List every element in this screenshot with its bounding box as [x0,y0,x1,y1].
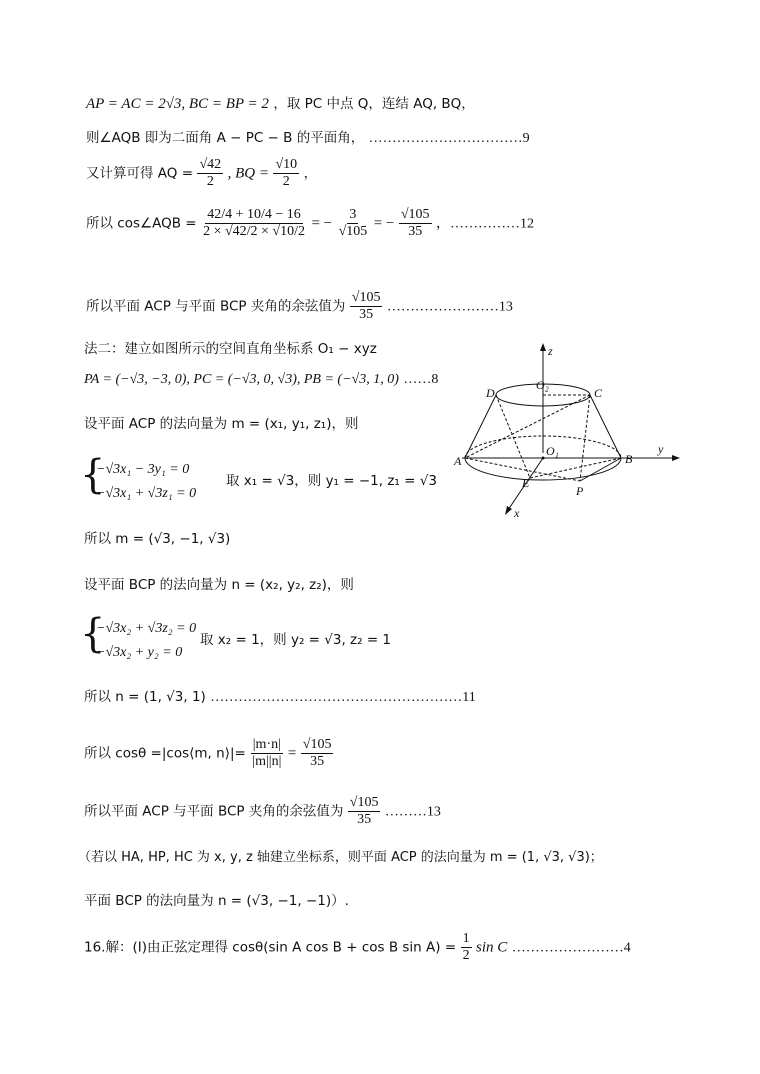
x-label: x [514,506,520,520]
line-18-num: 1 [462,931,470,946]
line-4-frac2 [337,208,370,239]
line-15-den: 35 [357,812,372,827]
bq-fraction [273,158,299,189]
line-5-frac [350,291,383,322]
line-11-text: 设平面 BCP 的法向量为 n = (x₂, y₂, z₂)，则 [84,577,354,593]
point-o1-label: O₁ [546,444,559,458]
line-17-text: 平面 BCP 的法向量为 n = (√3, −1, −1)）. [84,893,349,909]
bottom-ellipse-front [465,458,621,480]
line-4-dots: ，……………12 [435,216,534,232]
z-label: z [548,344,553,358]
line-18-sinc: sin C [476,939,508,956]
line-15-text: 所以平面 ACP 与平面 BCP 夹角的余弦值为 [84,803,344,820]
line-14-den2: 35 [310,754,325,769]
line-7-vectors: PA = (−√3, −3, 0), PC = (−√3, 0, √3), PB = (−√3, 1, 0) [84,372,399,387]
line-4-frac2-den: √105 [338,224,368,239]
line-5-num: √105 [351,290,381,305]
y-label: y [658,442,664,456]
line-4 [86,208,534,239]
frustum-figure [450,335,690,525]
line-17 [84,894,349,909]
line-2-dots: ……………………………9 [368,131,530,146]
line-14-eq: = [287,745,297,762]
line-14-num2: √105 [302,737,332,752]
cos-aqb-den: 2 × √42/2 × √10/2 [203,224,305,239]
point-c-label: C [594,386,603,400]
line-1-math: AP = AC = 2√3, BC = BP = 2 [86,96,269,112]
aq-num: √42 [199,157,222,172]
line-15-frac [348,796,381,827]
system-2-eq1-text: −√3x₂ + √3z₂ = 0 [96,621,197,636]
bq-num: √10 [275,157,298,172]
system-2-eq2-text: −√3x₂ + y₂ = 0 [96,645,183,660]
line-11 [84,578,354,593]
system-2-tail-text: 取 x₂ = 1，则 y₂ = √3, z₂ = 1 [200,632,392,648]
line-6 [84,342,377,357]
point-p-label: P [576,484,584,498]
line-13-text: 所以 n = (1, √3, 1) [84,689,206,705]
point-a-label: A [454,454,462,468]
line-2-text: 则∠AQB 即为二面角 A − PC − B 的平面角， [86,130,365,146]
line-18 [84,932,631,963]
system-1-eq2 [96,486,196,501]
system-1-eq1 [96,462,189,477]
z-arrow [540,343,546,351]
y-arrow [672,455,680,461]
line-16 [78,850,603,864]
line-4-prefix: 所以 cos∠AQB = [86,215,197,232]
line-3-mid: , BQ = [227,165,269,182]
slant-left [465,395,496,458]
line-14-frac2 [301,738,334,769]
line-3 [86,158,317,189]
line-15 [84,796,441,827]
line-15-num: √105 [349,795,379,810]
line-18-text: 16.解：(I)由正弦定理得 cosθ(sin A cos B + cos B sin A) = [84,939,457,956]
system-2-brace: { [80,611,106,657]
line-7-dots: ……8 [403,372,439,387]
point-e-label: E [522,476,530,490]
line-10 [84,532,230,547]
line-14-frac1 [250,738,283,769]
line-4-frac3-num: √105 [400,207,430,222]
line-8 [84,417,358,432]
x-arrow [505,506,512,515]
cos-aqb-fraction [201,208,307,239]
point-d-label: D [486,386,495,400]
system-1-brace: { [80,452,106,498]
line-18-frac [461,932,472,963]
bq-den: 2 [282,174,290,189]
line-14-num1: |m·n| [252,737,281,752]
system-1-tail-text: 取 x₁ = √3，则 y₁ = −1, z₁ = √3 [226,473,437,489]
line-5 [86,291,513,322]
aq-fraction [197,158,223,189]
origin-point [542,457,545,460]
system-1-eq1-text: −√3x₁ − 3y₁ = 0 [96,462,190,477]
line-8-text: 设平面 ACP 的法向量为 m = (x₁, y₁, z₁)，则 [84,416,359,432]
line-4-frac3 [399,208,432,239]
line-1-text: ，取 PC 中点 Q，连结 AQ, BQ， [273,96,475,112]
line-15-dots: ………13 [384,804,441,820]
line-1 [86,97,475,112]
line-4-frac2-num: 3 [349,207,357,222]
slant-right [590,395,621,458]
point-o2-label: O₂ [536,378,549,392]
line-14 [84,738,333,769]
system-2-eq2 [96,645,182,660]
system-1-tail [226,474,437,489]
line-3-text: 又计算可得 AQ = [86,165,194,182]
line-13-dots: ………………………………………………11 [210,690,476,705]
line-5-text: 所以平面 ACP 与平面 BCP 夹角的余弦值为 [86,298,346,315]
line-5-dots: ……………………13 [386,299,513,315]
line-10-text: 所以 m = (√3, −1, √3) [84,531,231,547]
line-3-end: ， [303,165,318,182]
point-b-label: B [625,452,633,466]
cos-aqb-num: 42/4 + 10/4 − 16 [207,207,301,222]
system-2-eq1 [96,621,196,636]
line-2 [86,131,530,146]
line-6-text: 法二：建立如图所示的空间直角坐标系 O₁ − xyz [84,341,377,357]
line-4-frac3-den: 35 [408,224,423,239]
line-4-eq1: = − [311,215,333,232]
line-14-text: 所以 cosθ =|cos⟨m, n⟩|= [84,745,246,762]
line-5-den: 35 [359,307,374,322]
system-2-tail [200,633,391,648]
line-4-eq2: = − [373,215,395,232]
pb-line [580,458,621,481]
line-13 [84,690,476,705]
line-14-den1: |m||n| [252,754,282,769]
line-18-den: 2 [462,948,470,963]
line-7 [84,372,438,387]
aq-den: 2 [206,174,214,189]
line-16-text: （若以 HA, HP, HC 为 x, y, z 轴建立坐标系，则平面 ACP 的法向量为 m = (1, √3, √3)； [78,850,603,865]
line-18-dots: ……………………4 [511,940,631,956]
system-1-eq2-text: −√3x₁ + √3z₁ = 0 [96,486,197,501]
